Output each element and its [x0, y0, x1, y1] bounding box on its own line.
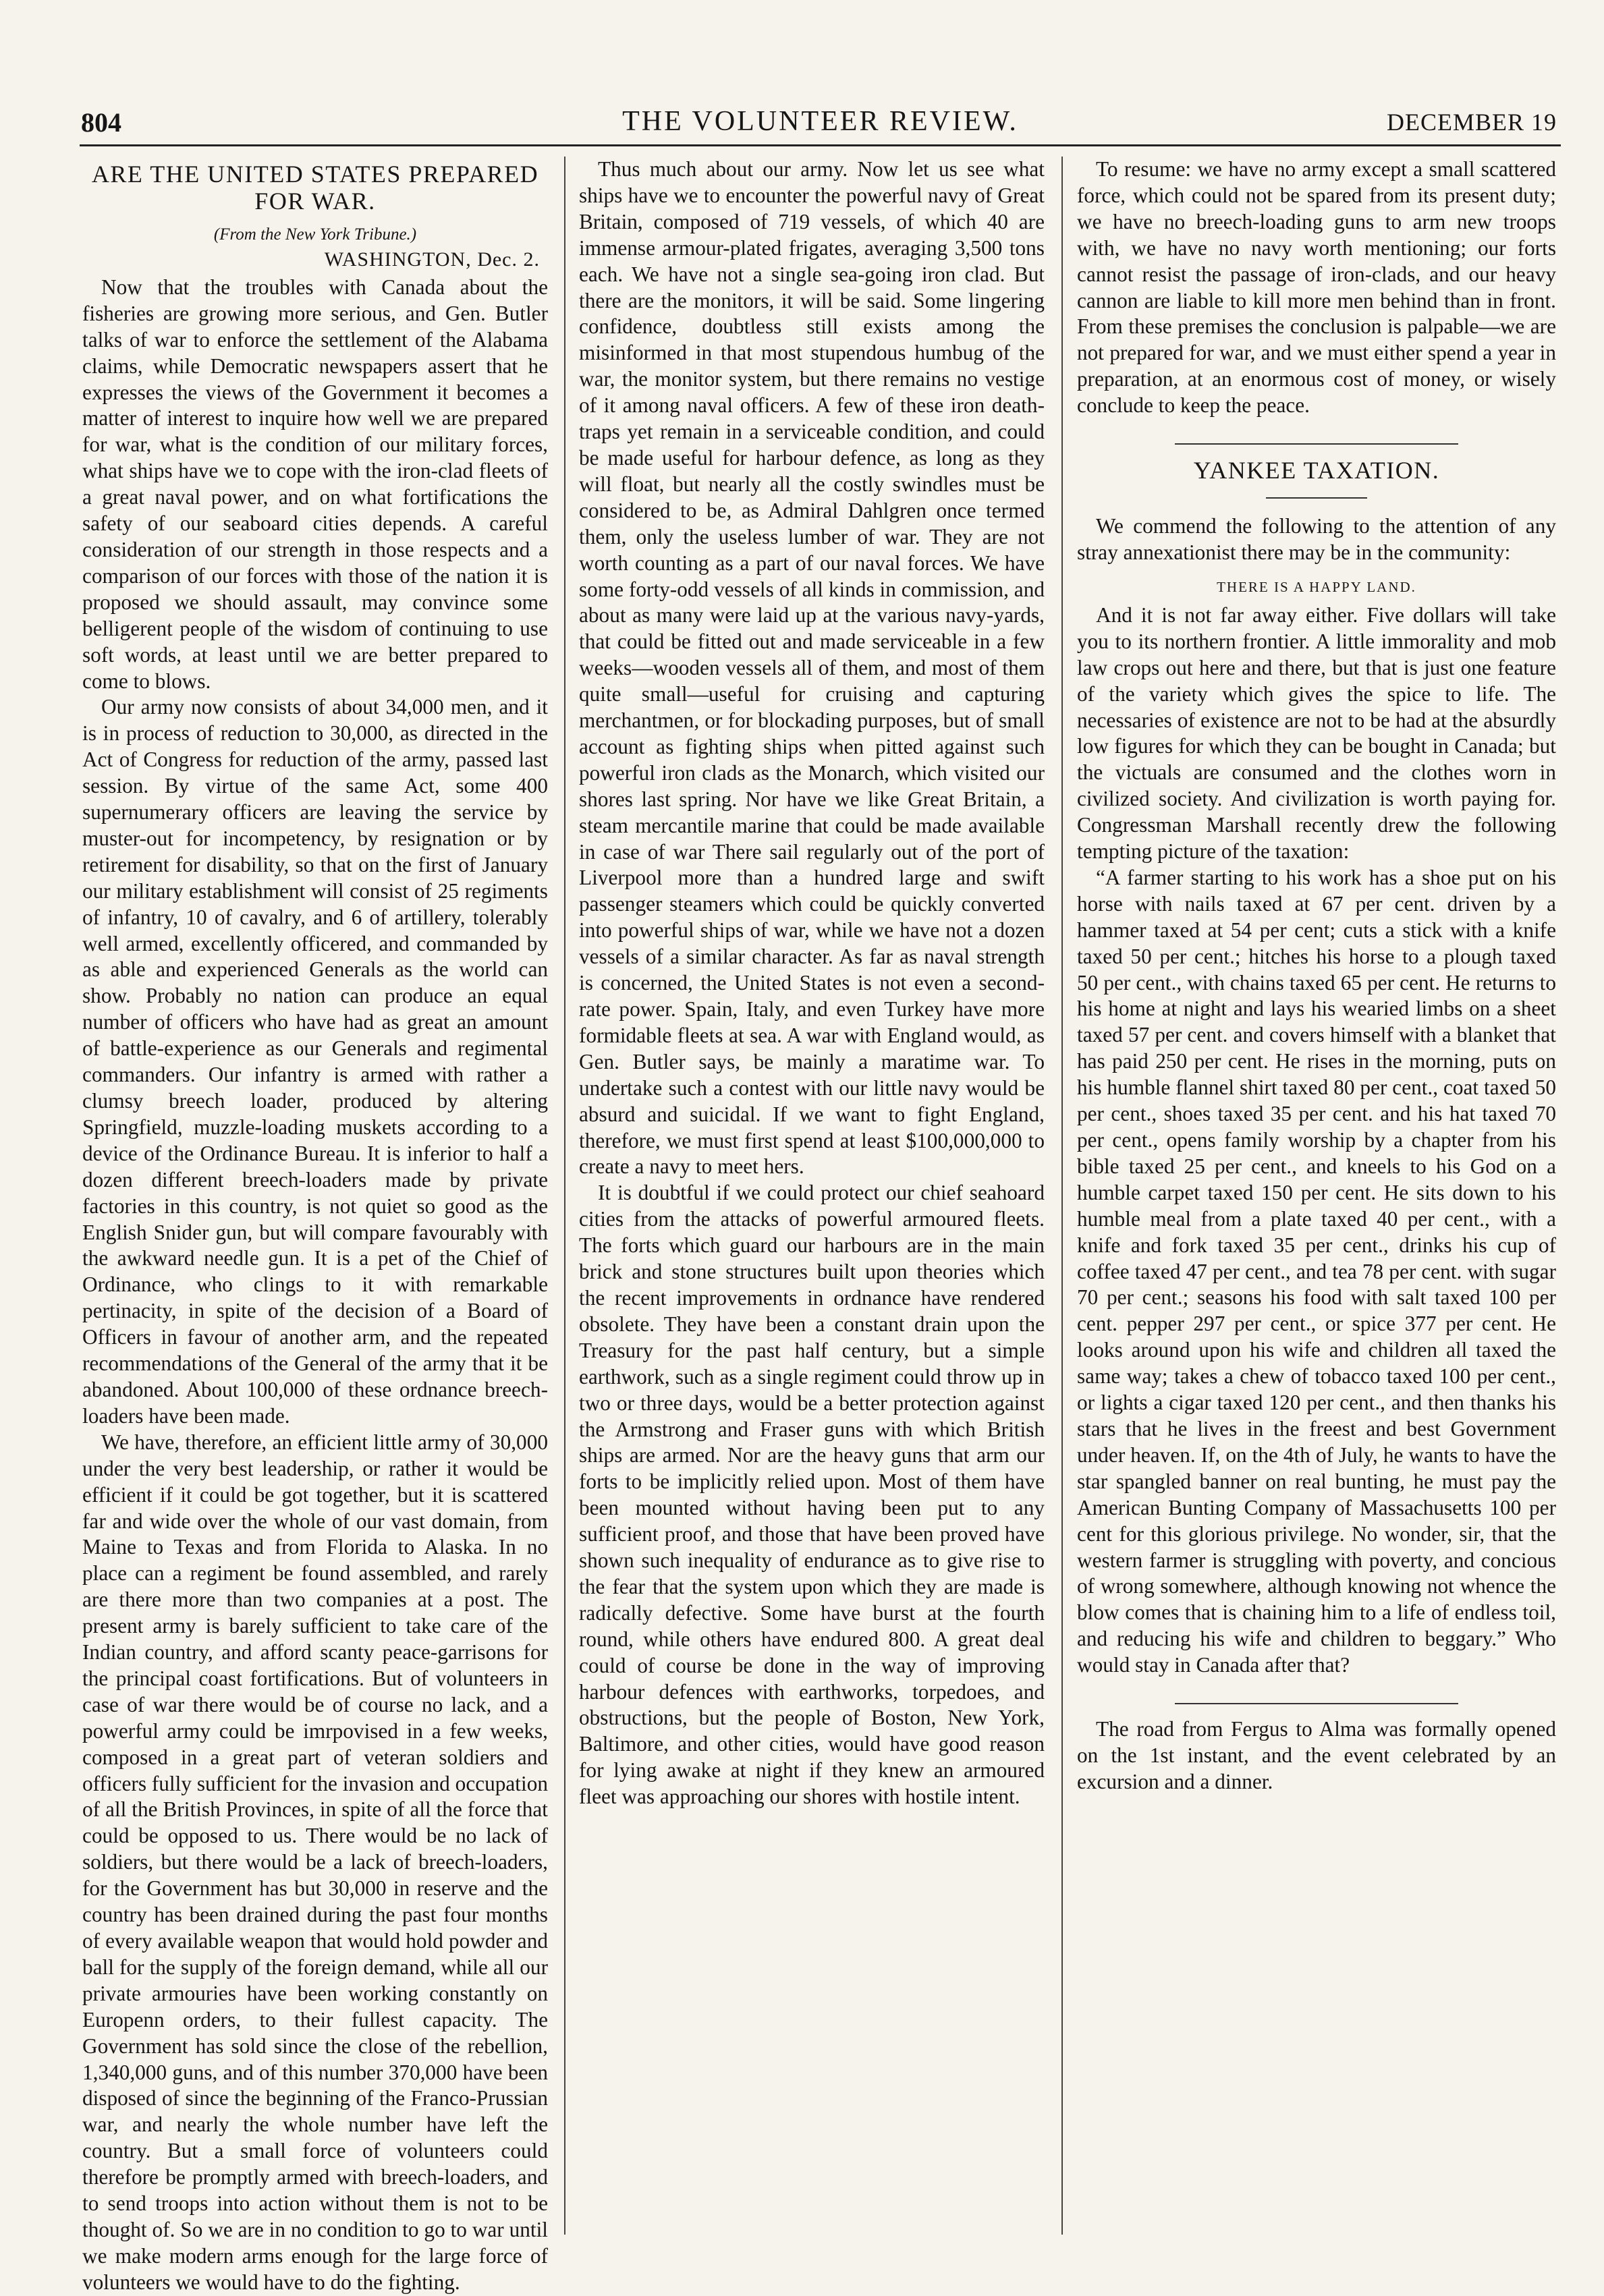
publication-title: THE VOLUNTEER REVIEW. — [622, 106, 1018, 137]
article-paragraph: Thus much about our army. Now let us see what ships have we to encounter the powerful navy of Great Britain, composed of 719 vessels, of which 40 are immense armour-plated frigates, averaging 3,500 tons each. We have not a single sea-going iron clad. But there are the monitors, it will be said. Some lingering confidence, doubtless still exists among the misinformed in that most stupendous humbug of the war, the monitor system, but there remains no vestige of it among naval officers. A few of these iron death-traps yet remain in a serviceable condition, and could be made useful for harbour defence, as long as they will float, but nearly all the costly swindles must be considered to be, as Admiral Dahlgren once termed them, only the useless lumber of war. They are not worth counting as a part of our naval forces. We have some forty-odd vessels of all kinds in commission, and about as many were laid up at the various navy-yards, that could be fitted out and made serviceable in a few weeks—wooden vessels all of them, and most of them quite small—useful for cruising and capturing merchantmen, or for blockading purposes, but of small account as fighting ships when pitted against such powerful iron clads as the Monarch, which visited our shores last spring. Nor have we like Great Britain, a steam mercantile marine that could be made available in case of war There sail regularly out of the port of Liverpool more than a hundred large and swift passenger steamers which could be quickly converted into powerful ships of war, while we have not a dozen vessels of a similar character. As far as naval strength is concerned, the United States is not even a second-rate power. Spain, Italy, and even Turkey have more formidable fleets at sea. A war with England would, as Gen. Butler says, be mainly a maratime war. To undertake such a contest with our little navy would be absurd and suicidal. If we want to fight England, therefore, we must first spend at least $100,000,000 to create a navy to meet hers. — [579, 157, 1045, 1179]
column-rule — [564, 157, 565, 2235]
column-1 — [82, 157, 548, 2294]
page-number: 804 — [81, 107, 121, 138]
article-source: (From the New York Tribune.) — [213, 225, 417, 244]
column-rule — [1061, 157, 1063, 2235]
article-intro: We commend the following to the attention of any stray annexationist there may be in the community: — [1077, 514, 1556, 564]
article-title: ARE THE UNITED STATES PREPARED FOR WAR. — [91, 161, 539, 215]
article-paragraph: Our army now consists of about 34,000 men, and it is in process of reduction to 30,000, as directed in the Act of Congress for reduction of the army, passed last session. By virtue of the same Act, some 400 supernumerary officers are leaving the service by muster-out for incompetency, by resignation or by retirement for disability, so that on the first of January our military establishment will consist of 25 regiments of infantry, 10 of cavalry, and 6 of artillery, tolerably well armed, excellently officered, and commanded by as able and experienced Generals as the world can show. Probably no nation can produce an equal number of officers who have had as great an amount of battle-experience as our Generals and regimental commanders. Our infantry is armed with rather a clumsy breech loader, produced by altering Springfield, muzzle-loading muskets according to a device of the Ordinance Bureau. It is inferior to half a dozen different breech-loaders made by private factories in this country, is not quiet so good as the English Snider gun, but will compare favourably with the awkward needle gun. It is a pet of the Chief of Ordinance, who clings to it with remarkable pertinacity, in spite of the decision of a Board of Officers in favour of another arm, and the repeated recommendations of the General of the army that it be abandoned. About 100,000 of these ordnance breech-loaders have been made. — [82, 695, 548, 1428]
article-paragraph: It is doubtful if we could protect our chief seahoard cities from the attacks of powerful armoured fleets. The forts which guard our harbours are in the main brick and stone structures built upon theories which the recent improvements in ordnance have rendered obsolete. They have been a constant drain upon the Treasury for the past half century, but a simple earthwork, such as a single regiment could throw up in two or three days, would be a better protection against the Armstrong and Fraser guns with which British ships are armed. Nor are the heavy guns that arm our forts to be implicitly relied upon. Most of them have been mounted without having been put to any sufficient proof, and those that have been proved have shown such inequality of endurance as to give rise to the fear that the system upon which they are made is radically defective. Some have burst at the fourth round, while others have endured 800. A great deal could of course be done in the way of improving harbour defences with earthworks, torpedoes, and obstructions, but the people of Boston, New York, Baltimore, and other cities, would have good reason for lying awake at night if they knew an armoured fleet was approaching our shores with hostile intent. — [579, 1181, 1045, 1809]
column-2 — [579, 157, 1045, 2236]
article-paragraph: To resume: we have no army except a small scattered force, which could not be spared from its present duty; we have no breech-loading guns to arm new troops with, we have no navy worth mentioning; our forts cannot resist the passage of iron-clads, and our heavy cannon are liable to kill more men behind than in front. From these premises the conclusion is palpable—we are not prepared for war, and we must either spend a year in preparation, at an enormous cost of money, or wisely conclude to keep the peace. — [1077, 157, 1556, 418]
article-subhead: THERE IS A HAPPY LAND. — [1217, 578, 1416, 595]
section-divider — [1175, 443, 1458, 445]
issue-date: DECEMBER 19 — [1386, 109, 1557, 136]
article-paragraph: We have, therefore, an efficient little army of 30,000 under the very best leadership, or rather it would be efficient if it could be got together, but it is scattered far and wide over the whole of our vast domain, from Maine to Texas and from Florida to Alaska. In no place can a regiment be found assembled, and rarely are there more than two companies at a post. The present army is barely sufficient to take care of the Indian country, and afford scanty peace-garrisons for the principal coast fortifications. But of volunteers in case of war there would be of course no lack, and a powerful army could be imrpovised in a few weeks, composed in a great part of veteran soldiers and officers fully sufficient for the invasion and occupation of all the British Provinces, in spite of all the force that could be opposed to us. There would be no lack of soldiers, but there would be a lack of breech-loaders, for the Government has but 30,000 in reserve and the country has been drained during the past four months of every available weapon that would hold powder and ball for the supply of the foreign demand, while all our private armouries have been working constantly on Europenn orders, to their fullest capacity. The Government has sold since the close of the rebellion, 1,340,000 guns, and of this number 370,000 have been disposed of since the beginning of the Franco-Prussian war, and nearly the whole number have left the country. But a small force of volunteers could therefore be promptly armed with breech-loaders, and to send troops into action without them is not to be thought of. So we are in no condition to go to war until we make modern arms enough for the large force of volunteers we would have to do the fighting. — [82, 1430, 548, 2294]
title-rule — [1266, 497, 1367, 499]
article-paragraph: Now that the troubles with Canada about the fisheries are growing more serious, and Gen. Butler talks of war to enforce the settlement of the Alabama claims, while Democratic newspapers assert that he expresses the views of the Government it becomes a matter of interest to inquire how well we are prepared for war, what is the condition of our military forces, what ships have we to cope with the iron-clad fleets of a great naval power, and on what fortifications the safety of our seaboard cities depends. A careful consideration of our strength in those respects and a comparison of our forces with those of the nation it is proposed we should assault, may convince some belligerent people of the wisdom of continuing to use soft words, at least until we are better prepared to come to blows. — [82, 275, 548, 693]
column-3 — [1077, 157, 1556, 2236]
article-paragraph: The road from Fergus to Alma was formally opened on the 1st instant, and the event celebrated by an excursion and a dinner. — [1077, 1717, 1556, 1793]
dateline: WASHINGTON, Dec. 2. — [324, 248, 540, 271]
article-title: YANKEE TAXATION. — [1193, 457, 1440, 484]
page-header — [80, 101, 1561, 146]
article-paragraph: And it is not far away either. Five dollars will take you to its northern frontier. A little immorality and mob law crops out here and there, but that is just one feature of the variety which gives the spice to life. The necessaries of existence are not to be had at the absurdly low figures for which they can be bought in Canada; but the victuals are consumed and the clothes worn in civilized society. And civilization is worth paying for. Congressman Marshall recently drew the following tempting picture of the taxation: — [1077, 603, 1556, 864]
section-divider — [1175, 1703, 1458, 1704]
article-quote: “A farmer starting to his work has a shoe put on his horse with nails taxed at 67 per cent. driven by a hammer taxed at 54 per cent; cuts a stick with a knife taxed 50 per cent.; hitches his horse to a plough taxed 50 per cent., with chains taxed 65 per cent. He returns to his home at night and lays his wearied limbs on a sheet taxed 57 per cent. and covers himself with a blanket that has paid 250 per cent. He rises in the morning, puts on his humble flannel shirt taxed 80 per cent., coat taxed 50 per cent., shoes taxed 35 per cent. and his hat taxed 70 per cent., opens family worship by a chapter from his bible taxed 25 per cent., and kneels to his God on a humble carpet taxed 150 per cent. He sits down to his humble meal from a plate taxed 40 per cent., with a knife and fork taxed 35 per cent., drinks his cup of coffee taxed 47 per cent., and tea 78 per cent. with sugar 70 per cent.; seasons his food with salt taxed 100 per cent. pepper 297 per cent., or spice 377 per cent. He looks around upon his wife and children all taxed the same way; takes a chew of tobacco taxed 100 per cent., or lights a cigar taxed 120 per cent., and then thanks his stars that he lives in the freest and best Government under heaven. If, on the 4th of July, he wants to have the star spangled banner on real bunting, he must pay the American Bunting Company of Massachusetts 100 per cent for this glorious privilege. No wonder, sir, that the western farmer is struggling with poverty, and concious of wrong somewhere, although knowing not whence the blow comes that is chaining him to a life of endless toil, and reducing his wife and children to beggary.” Who would stay in Canada after that? — [1077, 865, 1556, 1677]
newspaper-page — [80, 101, 1561, 2294]
